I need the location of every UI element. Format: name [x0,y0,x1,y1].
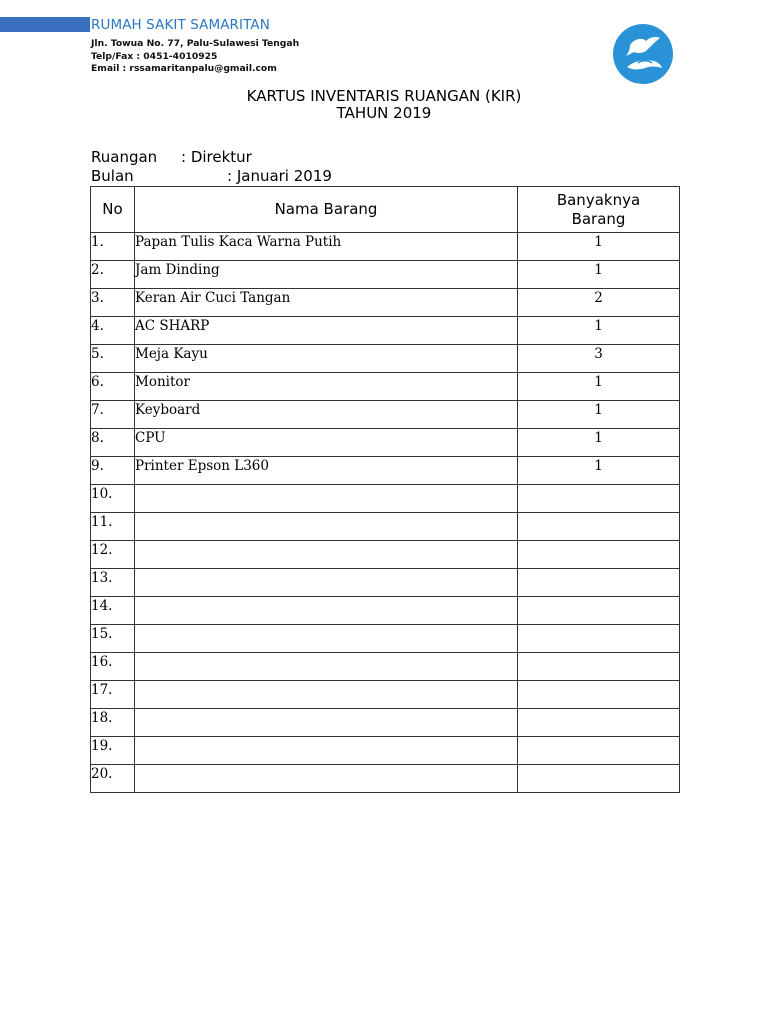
item-name [135,513,518,541]
row-no: 16. [91,653,135,681]
item-name [135,737,518,765]
item-qty: 1 [518,261,680,289]
header-accent-bar [0,17,90,32]
row-no: 20. [91,765,135,793]
item-name: Jam Dinding [135,261,518,289]
item-qty [518,541,680,569]
hospital-name: RUMAH SAKIT SAMARITAN [91,17,270,33]
table-row [91,513,680,541]
row-no: 17. [91,681,135,709]
row-no: 14. [91,597,135,625]
item-qty [518,569,680,597]
col-header-name: Nama Barang [135,187,518,233]
row-no: 8. [91,429,135,457]
table-row [91,457,680,485]
item-qty: 1 [518,233,680,261]
table-row [91,597,680,625]
room-row [91,148,252,166]
item-qty: 2 [518,289,680,317]
item-name: Papan Tulis Kaca Warna Putih [135,233,518,261]
item-qty [518,737,680,765]
table-row [91,373,680,401]
table-row [91,569,680,597]
item-name [135,765,518,793]
col-header-no: No [91,187,135,233]
item-qty [518,653,680,681]
month-label: Bulan [91,167,134,185]
row-no: 11. [91,513,135,541]
item-qty: 1 [518,457,680,485]
item-qty [518,765,680,793]
item-name: CPU [135,429,518,457]
item-name [135,569,518,597]
table-row [91,681,680,709]
item-name: Keran Air Cuci Tangan [135,289,518,317]
item-name [135,485,518,513]
item-qty: 1 [518,317,680,345]
table-row [91,541,680,569]
row-no: 19. [91,737,135,765]
table-row [91,429,680,457]
row-no: 5. [91,345,135,373]
table-row [91,401,680,429]
item-name [135,625,518,653]
row-no: 18. [91,709,135,737]
hospital-address: Jln. Towua No. 77, Palu-Sulawesi Tengah [91,38,300,49]
table-row [91,653,680,681]
row-no: 13. [91,569,135,597]
table-row [91,317,680,345]
item-name: Meja Kayu [135,345,518,373]
table-row [91,289,680,317]
row-no: 3. [91,289,135,317]
item-name [135,541,518,569]
table-header-row [91,187,680,233]
item-name: Monitor [135,373,518,401]
item-qty [518,513,680,541]
month-row [91,167,332,185]
table-row [91,233,680,261]
item-name [135,681,518,709]
table-row [91,709,680,737]
table-row [91,345,680,373]
item-qty [518,709,680,737]
col-header-qty [518,187,680,233]
item-qty [518,485,680,513]
row-no: 4. [91,317,135,345]
row-no: 10. [91,485,135,513]
item-qty [518,625,680,653]
item-qty: 3 [518,345,680,373]
room-value: : Direktur [181,148,252,166]
item-qty: 1 [518,401,680,429]
item-qty: 1 [518,373,680,401]
item-name [135,597,518,625]
table-row [91,625,680,653]
row-no: 1. [91,233,135,261]
item-name [135,709,518,737]
table-row [91,737,680,765]
hospital-phone: Telp/Fax : 0451-4010925 [91,51,218,62]
row-no: 2. [91,261,135,289]
col-header-qty-line1: Banyaknya [556,190,641,209]
hospital-email: Email : rssamaritanpalu@gmail.com [91,63,277,74]
row-no: 12. [91,541,135,569]
item-qty [518,681,680,709]
row-no: 15. [91,625,135,653]
row-no: 9. [91,457,135,485]
table-row [91,765,680,793]
item-qty [518,597,680,625]
col-header-qty-line2: Barang [571,209,626,228]
document-year: TAHUN 2019 [336,104,432,122]
room-label: Ruangan [91,148,158,166]
row-no: 7. [91,401,135,429]
item-name: Keyboard [135,401,518,429]
row-no: 6. [91,373,135,401]
table-row [91,261,680,289]
item-name [135,653,518,681]
month-value: : Januari 2019 [227,167,332,185]
inventory-table [90,186,680,793]
document-title: KARTUS INVENTARIS RUANGAN (KIR) [246,87,522,105]
item-name: AC SHARP [135,317,518,345]
item-name: Printer Epson L360 [135,457,518,485]
table-row [91,485,680,513]
item-qty: 1 [518,429,680,457]
dove-hands-logo-icon [612,23,674,85]
